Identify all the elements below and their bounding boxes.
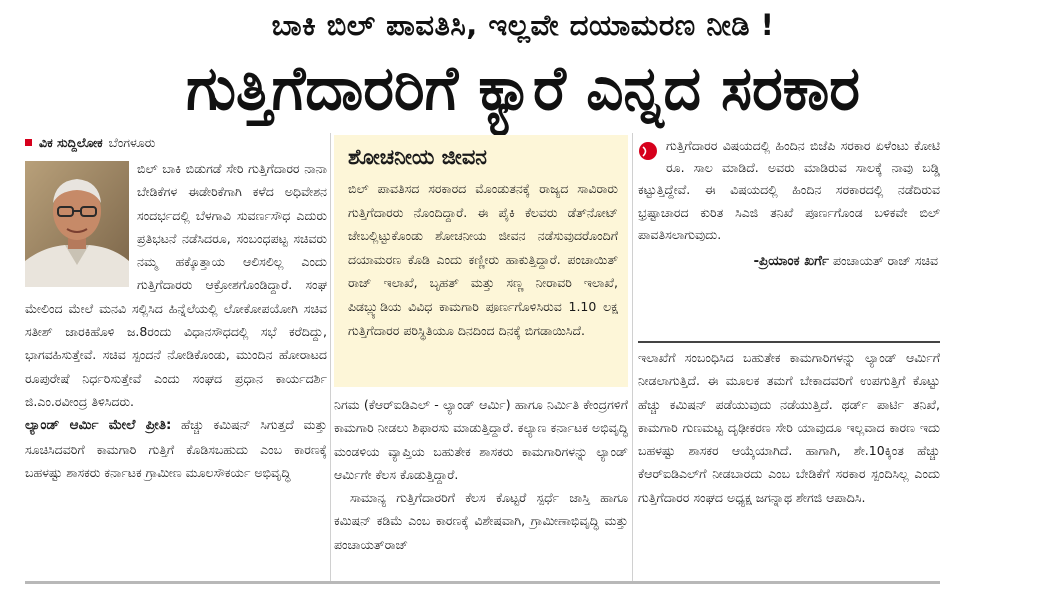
main-headline: ಗುತ್ತಿಗೆದಾರರಿಗೆ ಕ್ಯಾರೆ ಎನ್ನದ ಸರಕಾರ: [186, 52, 860, 124]
paragraph-text: ಹೆಚ್ಚು ಕಮಿಷನ್ ಸಿಗುತ್ತದೆ ಮತ್ತು ಸೂಚಿಸಿದವರಿಗೆ ಕಾಮಗಾರಿ ಗುತ್ತಿಗೆ ಕೊಡಿಸಬಹುದು ಎಂಬ ಕಾರಣಕ್ಕೆ ಬಹಳಷ್ಟು ಶಾಸಕರು ಕರ್ನಾಟಕ ಗ್ರಾಮೀಣ ಮೂಲಸೌಕರ್ಯ ಅಭಿವೃದ್ಧಿ: [25, 417, 327, 480]
box-body: ಬಿಲ್ ಪಾವತಿಸದ ಸರಕಾರದ ಮೊಂಡುತನಕ್ಕೆ ರಾಜ್ಯದ ಸಾವಿರಾರು ಗುತ್ತಿಗೆದಾರರು ನೊಂದಿದ್ದಾರೆ. ಈ ಪೈಕಿ ಕೆಲವರು ಡೆತ್‌ನೋಟ್ ಜೇಬಲ್ಲಿಟ್ಟುಕೊಂಡು ಶೋಚನೀಯ ಜೀವನ ನಡೆಸುವುದರೊಂದಿಗೆ ದಯಾಮರಣ ಕೊಡಿ ಎಂದು ಕಣ್ಣೀರು ಹಾಕುತ್ತಿದ್ದಾರೆ. ಪಂಚಾಯಿತ್ ರಾಜ್ ಇಲಾಖೆ, ಬೃಹತ್ ಮತ್ತು ಸಣ್ಣ ನೀರಾವರಿ ಇಲಾಖೆ, ಪಿಡಬ್ಲ್ಯುಡಿಯ ವಿವಿಧ ಕಾಮಗಾರಿ ಪೂರ್ಣಗೊಳಿಸಿರುವ 1.10 ಲಕ್ಷ ಗುತ್ತಿಗೆದಾರರ ಪರಿಸ್ಥಿತಿಯೂ ದಿನದಿಂದ ದಿನಕ್ಕೆ ಬಿಗಡಾಯಿಸಿದೆ.: [348, 181, 618, 338]
quote-text: ಗುತ್ತಿಗೆದಾರರ ವಿಷಯದಲ್ಲಿ ಹಿಂದಿನ ಬಿಜೆಪಿ ಸರಕಾರ ಏಳೆಂಟು ಕೋಟಿ ರೂ. ಸಾಲ ಮಾಡಿದೆ. ಅವರು ಮಾಡಿರುವ ಸಾಲಕ್ಕೆ ನಾವು ಬಡ್ಡಿ ಕಟ್ಟುತ್ತಿದ್ದೇವೆ. ಈ ವಿಷಯದಲ್ಲಿ ಹಿಂದಿನ ಸರಕಾರದಲ್ಲಿ ನಡೆದಿರುವ ಭ್ರಷ್ಟಾಚಾರದ ಕುರಿತ ಸಿಎಜಿ ತನಿಖೆ ಪೂರ್ಣಗೊಂಡ ಬಳಿಕವೇ ಬಿಲ್ ಪಾವತಿಸಲಾಗುವುದು.: [638, 138, 940, 242]
paragraph: [25, 157, 327, 413]
paragraph: ನಿಗಮ (ಕೆಆರ್‌ಐಡಿಎಲ್ - ಲ್ಯಾಂಡ್ ಆರ್ಮಿ) ಹಾಗೂ ನಿರ್ಮಿತಿ ಕೇಂದ್ರಗಳಿಗೆ ಕಾಮಗಾರಿ ನೀಡಲು ಶಿಫಾರಸು ಮಾಡುತ್ತಿದ್ದಾರೆ. ಕಲ್ಯಾಣ ಕರ್ನಾಟಕ ಅಭಿವೃದ್ಧಿ ಮಂಡಳಿಯ ವ್ಯಾಪ್ತಿಯ ಬಹುತೇಕ ಶಾಸಕರು ಕಾಮಗಾರಿಗಳನ್ನು ಲ್ಯಾಂಡ್ ಆರ್ಮಿಗೇ ಕೆಲಸ ಕೊಡುತ್ತಿದ್ದಾರೆ.: [334, 397, 628, 482]
column-divider: [330, 133, 331, 581]
quote-attribution: [638, 250, 940, 272]
byline: [25, 133, 327, 153]
column-divider: [632, 133, 633, 581]
article-column-1: [25, 133, 327, 580]
red-square-icon: [25, 139, 32, 146]
kicker-headline: ಬಾಕಿ ಬಿಲ್ ಪಾವತಿಸಿ, ಇಲ್ಲವೇ ದಯಾಮರಣ ನೀಡಿ !: [271, 8, 775, 42]
paragraph: [25, 413, 327, 484]
article-column-3: [638, 346, 940, 580]
paragraph: ಇಲಾಖೆಗೆ ಸಂಬಂಧಿಸಿದ ಬಹುತೇಕ ಕಾಮಗಾರಿಗಳನ್ನು ಲ್ಯಾಂಡ್ ಆರ್ಮಿಗೆ ನೀಡಲಾಗುತ್ತಿದೆ. ಈ ಮೂಲಕ ತಮಗೆ ಬೇಕಾದವರಿಗೆ ಉಪಗುತ್ತಿಗೆ ಕೊಟ್ಟು ಹೆಚ್ಚು ಕಮಿಷನ್ ಪಡೆಯುವುದು ನಡೆಯುತ್ತಿದೆ. ಥರ್ಡ್ ಪಾರ್ಟಿ ತನಿಖೆ, ಕಾಮಗಾರಿ ಗುಣಮಟ್ಟ ದೃಢೀಕರಣ ಸೇರಿ ಯಾವುದೂ ಇಲ್ಲವಾದ ಕಾರಣ ಇದು ಬಹಳಷ್ಟು ಶಾಸಕರ ಆಯ್ಕೆಯಾಗಿದೆ. ಹಾಗಾಗಿ, ಶೇ.10ಕ್ಕಿಂತ ಹೆಚ್ಚು ಕೆಆರ್‌ಐಡಿಎಲ್‌ಗೆ ನೀಡಬಾರದು ಎಂಬ ಬೇಡಿಕೆಗೆ ಸರಕಾರ ಸ್ಪಂದಿಸಿಲ್ಲ ಎಂದು ಗುತ್ತಿಗೆದಾರರ ಸಂಘದ ಅಧ್ಯಕ್ಷ ಜಗನ್ನಾಥ ಶೇಗಜಿ ಆಪಾದಿಸಿ.: [638, 350, 940, 505]
section-rule: [638, 341, 940, 343]
quote-role: ಪಂಚಾಯತ್ ರಾಜ್ ಸಚಿವ: [832, 253, 938, 269]
paragraph: ಸಾಮಾನ್ಯ ಗುತ್ತಿಗೆದಾರರಿಗೆ ಕೆಲಸ ಕೊಟ್ಟರೆ ಸ್ಪರ್ಧೆ ಜಾಸ್ತಿ ಹಾಗೂ ಕಮಿಷನ್ ಕಡಿಮೆ ಎಂಬ ಕಾರಣಕ್ಕೆ ವಿಶೇಷವಾಗಿ, ಗ್ರಾಮೀಣಾಭಿವೃದ್ಧಿ ಮತ್ತು ಪಂಚಾಯತ್‌ರಾಜ್: [334, 490, 628, 552]
quote-author: -ಪ್ರಿಯಾಂಕ ಖರ್ಗೆ: [753, 253, 829, 270]
pull-quote: [638, 135, 940, 272]
highlight-box: [334, 135, 628, 387]
article-column-2: [334, 393, 628, 580]
byline-source: ವಿಕ ಸುದ್ದಿಲೋಕ: [39, 135, 103, 150]
red-dot-icon: [638, 141, 658, 161]
byline-city: ಬೆಂಗಳೂರು: [108, 135, 156, 150]
bottom-rule: [25, 581, 940, 584]
inline-subhead: ಲ್ಯಾಂಡ್ ಆರ್ಮಿ ಮೇಲೆ ಪ್ರೀತಿ:: [25, 417, 172, 434]
paragraph-text: ಬಿಲ್ ಬಾಕಿ ಬಿಡುಗಡೆ ಸೇರಿ ಗುತ್ತಿಗೆದಾರರ ನಾನಾ ಬೇಡಿಕೆಗಳ ಈಡೇರಿಕೆಗಾಗಿ ಕಳೆದ ಅಧಿವೇಶನ ಸಂದರ್ಭದಲ್ಲಿ ಬೆಳಗಾವಿ ಸುವರ್ಣಸೌಧ ಎದುರು ಪ್ರತಿಭಟನೆ ನಡೆಸಿದರೂ, ಸಂಬಂಧಪಟ್ಟ ಸಚಿವರು ನಮ್ಮ ಹಕ್ಕೊತ್ತಾಯ ಆಲಿಸಲಿಲ್ಲ ಎಂದು ಗುತ್ತಿಗೆದಾರರು ಆಕ್ರೋಶಗೊಂಡಿದ್ದಾರೆ. ಸಂಘ ಮೇಲಿಂದ ಮೇಲೆ ಮನವಿ ಸಲ್ಲಿಸಿದ ಹಿನ್ನೆಲೆಯಲ್ಲಿ ಲೋಕೋಪಯೋಗಿ ಸಚಿವ ಸತೀಶ್ ಜಾರಕಿಹೊಳಿ ಜ.8ರಂದು ವಿಧಾನಸೌಧದಲ್ಲಿ ಸಭೆ ಕರೆದಿದ್ದು, ಭಾಗವಹಿಸುತ್ತೇವೆ. ಸಚಿವ ಸ್ಪಂದನೆ ನೋಡಿಕೊಂಡು, ಮುಂದಿನ ಹೋರಾಟದ ರೂಪುರೇಷೆ ನಿರ್ಧರಿಸುತ್ತೇವೆ ಎಂದು ಸಂಘದ ಪ್ರಧಾನ ಕಾರ್ಯದರ್ಶಿ ಜಿ.ಎಂ.ರವೀಂದ್ರ ತಿಳಿಸಿದರು.: [25, 161, 327, 409]
box-title: ಶೋಚನೀಯ ಜೀವನ: [348, 145, 487, 169]
portrait-photo: [25, 161, 129, 287]
